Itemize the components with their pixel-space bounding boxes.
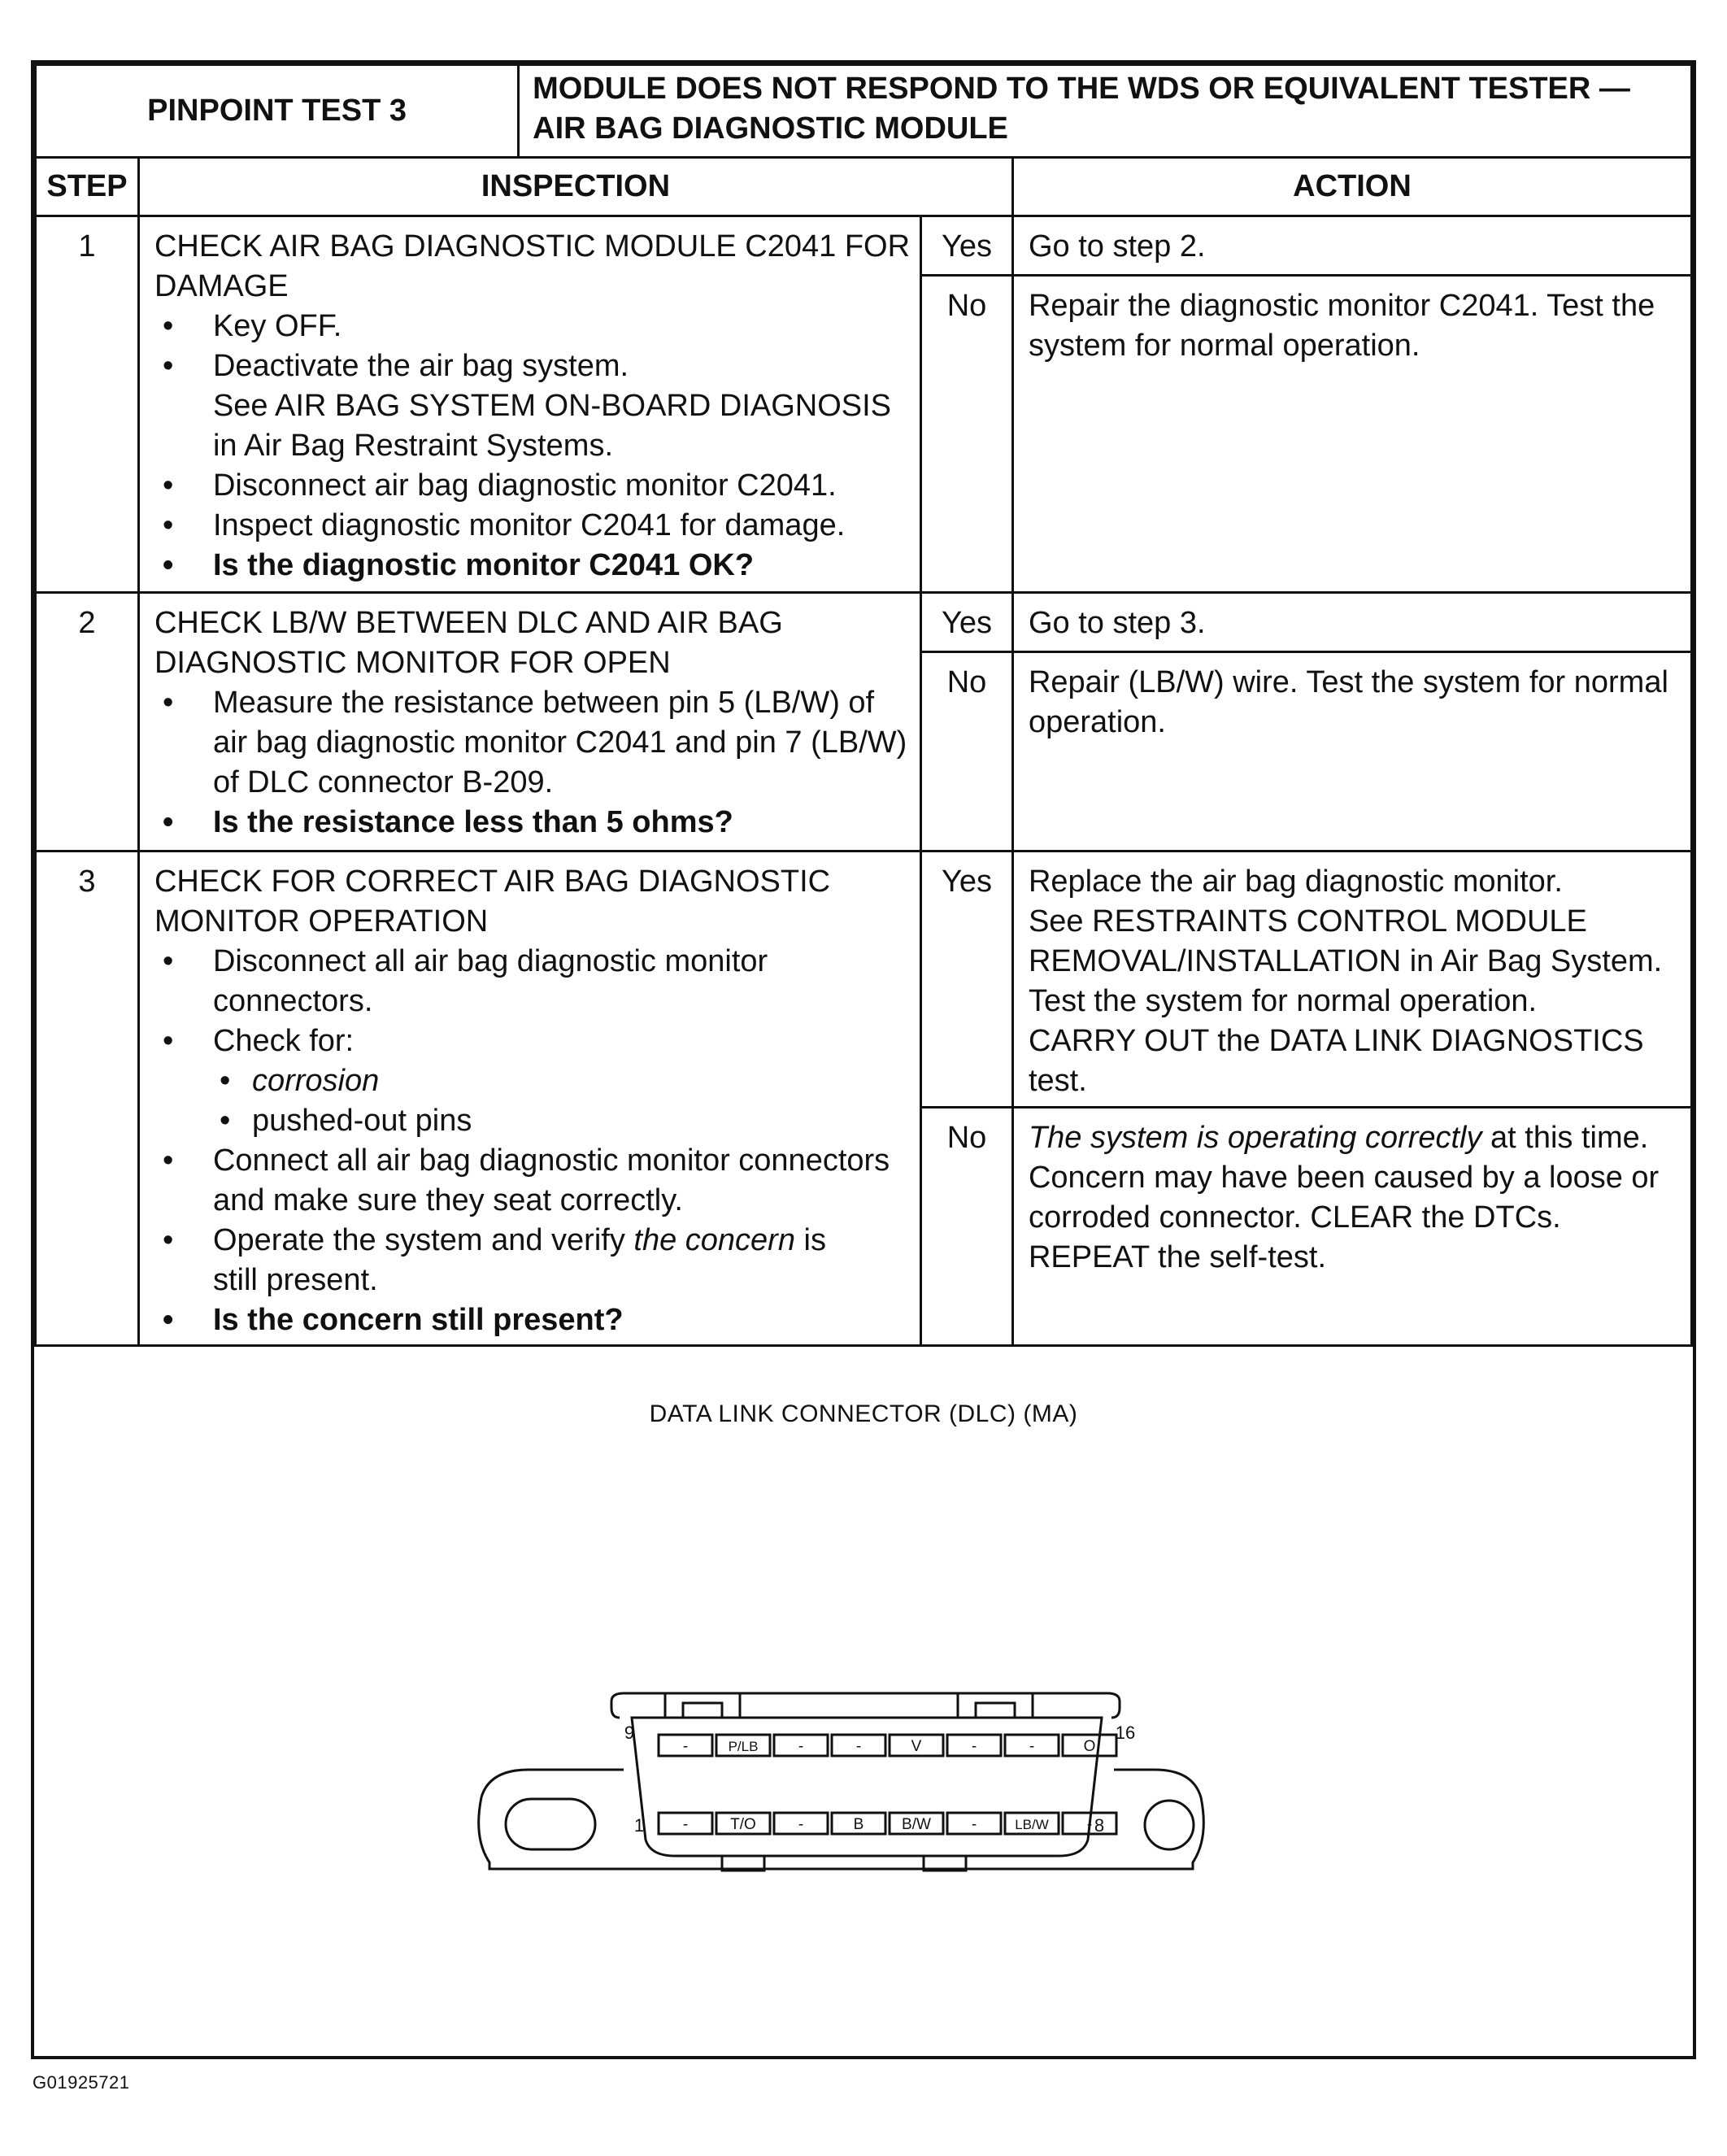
yes-action: Go to step 3. — [1012, 593, 1691, 652]
pinpoint-test-sheet — [31, 60, 1696, 2059]
figure-id: G01925721 — [33, 2072, 130, 2093]
inspection-question: • Is the diagnostic monitor C2041 OK? — [154, 546, 911, 586]
pin-number-8: 8 — [1094, 1815, 1105, 1836]
inspection-bullet: • Inspect diagnostic monitor C2041 for damage. — [154, 506, 911, 546]
step-heading: CHECK LB/W BETWEEN DLC AND AIR BAG DIAGNOSTIC MONITOR FOR OPEN — [154, 606, 783, 680]
yes-label: Yes — [921, 593, 1013, 652]
pin-label: LB/W — [1015, 1817, 1049, 1832]
pin-label: B/W — [902, 1816, 931, 1833]
connector-key-left — [665, 1693, 740, 1718]
step-number: 3 — [36, 852, 139, 1346]
step-inspection — [138, 852, 920, 1346]
pin-number-9: 9 — [624, 1723, 635, 1743]
step-heading: CHECK FOR CORRECT AIR BAG DIAGNOSTIC MONITOR OPERATION — [154, 865, 831, 939]
column-header-action: ACTION — [1012, 158, 1691, 216]
step-heading: CHECK AIR BAG DIAGNOSTIC MODULE C2041 FOR DAMAGE — [154, 229, 911, 303]
pin-label: - — [798, 1816, 804, 1833]
inspection-bullet: • Connect all air bag diagnostic monitor connectors and make sure they seat correctly. — [154, 1141, 911, 1221]
inspection-bullet: • Operate the system and verify the concern is still present. — [154, 1221, 911, 1300]
pin-row-bottom — [659, 1813, 1116, 1834]
pin-label: - — [971, 1816, 977, 1833]
yes-action: Go to step 2. — [1012, 216, 1691, 276]
pin-label: - — [1086, 1816, 1093, 1833]
column-header-inspection: INSPECTION — [138, 158, 1012, 216]
pin-label: V — [911, 1738, 922, 1755]
mounting-hole-left — [506, 1799, 595, 1849]
inspection-bullet: • Disconnect all air bag diagnostic monitor connectors. — [154, 942, 911, 1021]
pin-label: - — [1029, 1738, 1035, 1755]
connector-key-right-inner — [976, 1703, 1015, 1718]
pin-label: - — [798, 1738, 804, 1755]
pin-label: - — [971, 1738, 977, 1755]
yes-label: Yes — [921, 852, 1013, 1108]
no-label: No — [921, 1108, 1013, 1346]
no-action: The system is operating correctly at this time. Concern may have been caused by a loose or corroded connector. CLEAR the DTCs. REPEAT the self-test. — [1012, 1108, 1691, 1346]
yes-label: Yes — [921, 216, 1013, 276]
pinpoint-test-label: PINPOINT TEST 3 — [36, 65, 519, 158]
yes-action: Replace the air bag diagnostic monitor. See RESTRAINTS CONTROL MODULE REMOVAL/INSTALLATION in Air Bag System. Test the system for normal operation. CARRY OUT the DATA LINK DIAGNOSTICS test. — [1012, 852, 1691, 1108]
see-reference: See AIR BAG SYSTEM ON-BOARD DIAGNOSIS in Air Bag Restraint Systems. — [212, 389, 892, 463]
no-action: Repair (LB/W) wire. Test the system for normal operation. — [1012, 652, 1691, 852]
connector-key-right — [958, 1693, 1033, 1718]
pin-label: - — [855, 1738, 862, 1755]
column-header-step: STEP — [36, 158, 139, 216]
pin-row-top — [659, 1735, 1116, 1756]
pin-number-1: 1 — [633, 1815, 645, 1836]
figure-title: DATA LINK CONNECTOR (DLC) (MA) — [649, 1400, 1078, 1427]
no-action: Repair the diagnostic monitor C2041. Test the system for normal operation. — [1012, 276, 1691, 593]
mounting-hole-right — [1145, 1801, 1194, 1849]
inspection-bullet: • Measure the resistance between pin 5 (LB/W) of air bag diagnostic monitor C2041 and pin 7 (LB/W) of DLC connector B-209. — [154, 683, 911, 803]
pin-label: P/LB — [728, 1739, 759, 1754]
step-inspection — [138, 216, 920, 593]
inspection-bullet: • Check for: • corrosion • pushed-out pins — [154, 1021, 911, 1141]
pinpoint-test-table — [34, 63, 1693, 1347]
pin-label: B — [853, 1816, 864, 1833]
pin-label: T/O — [730, 1816, 756, 1833]
pin-label: - — [682, 1738, 689, 1755]
inspection-question: • Is the resistance less than 5 ohms? — [154, 803, 911, 843]
inspection-bullet: • Disconnect air bag diagnostic monitor C2041. — [154, 466, 911, 506]
inspection-bullet: • Key OFF. — [154, 307, 911, 346]
pin-label: O — [1083, 1738, 1096, 1755]
connector-key-left-inner — [683, 1703, 722, 1718]
data-link-connector-diagram — [457, 1659, 1221, 1895]
connector-top-shroud — [611, 1693, 1120, 1718]
inspection-sub-bullet: • corrosion — [213, 1061, 911, 1101]
pin-number-16: 16 — [1115, 1723, 1136, 1743]
step-number: 1 — [36, 216, 139, 593]
inspection-question: • Is the concern still present? — [154, 1300, 911, 1340]
step-inspection — [138, 593, 920, 852]
step-number: 2 — [36, 593, 139, 852]
pin-label: - — [682, 1816, 689, 1833]
no-label: No — [921, 276, 1013, 593]
pinpoint-test-title: MODULE DOES NOT RESPOND TO THE WDS OR EQUIVALENT TESTER — AIR BAG DIAGNOSTIC MODULE — [519, 65, 1692, 158]
inspection-sub-bullet: • pushed-out pins — [213, 1101, 911, 1141]
no-label: No — [921, 652, 1013, 852]
inspection-bullet: • Deactivate the air bag system. See AIR BAG SYSTEM ON-BOARD DIAGNOSIS in Air Bag Restraint Systems. — [154, 346, 911, 466]
